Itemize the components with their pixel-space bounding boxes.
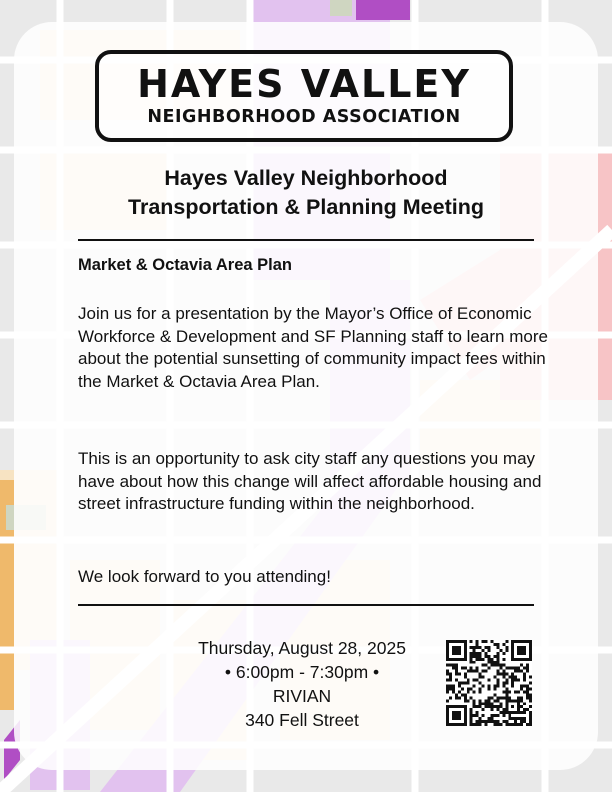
divider-top	[78, 239, 534, 241]
plan-subtitle: Market & Octavia Area Plan	[78, 256, 292, 274]
logo-subtitle: NEIGHBORHOOD ASSOCIATION	[147, 107, 461, 127]
event-venue: RIVIAN	[272, 686, 332, 706]
meeting-title-line1: Hayes Valley Neighborhood	[164, 166, 448, 190]
event-time: • 6:00pm - 7:30pm •	[224, 662, 380, 682]
meeting-title	[60, 164, 552, 222]
event-address: 340 Fell Street	[245, 710, 359, 730]
opportunity-paragraph: This is an opportunity to ask city staff any questions you may have about how this change will affect affordable housing and street infrastructure funding within the neighborhood.	[78, 449, 542, 513]
hvna-logo	[95, 50, 513, 142]
intro-paragraph: Join us for a presentation by the Mayor’s Office of Economic Workforce & Development and SF Planning staff to learn more about the potential sunsetting of community impact fees within the Market & Octavia Area Plan.	[78, 304, 548, 391]
logo-title: HAYES VALLEY	[137, 62, 471, 106]
event-details	[150, 636, 454, 732]
purple-block-top	[356, 0, 410, 20]
closing-line: We look forward to you attending!	[78, 567, 331, 586]
divider-bottom	[78, 604, 534, 606]
meeting-title-line2: Transportation & Planning Meeting	[128, 195, 484, 219]
qr-code-icon[interactable]	[446, 640, 532, 726]
event-date: Thursday, August 28, 2025	[198, 638, 406, 658]
